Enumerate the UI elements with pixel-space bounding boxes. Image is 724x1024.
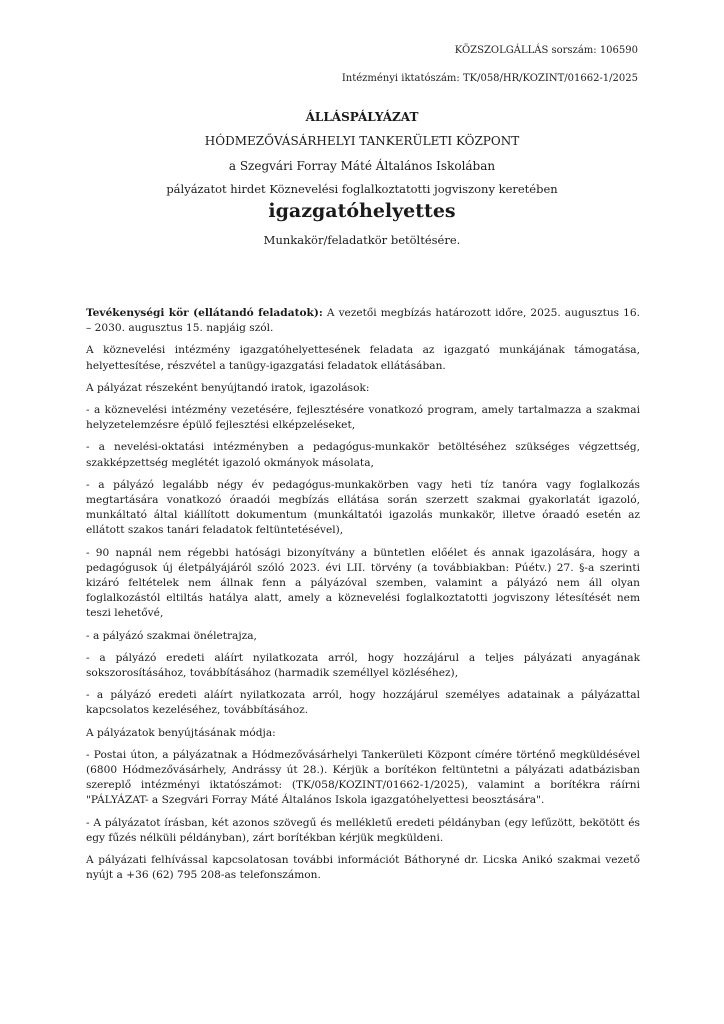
duties-label: Tevékenységi kör (ellátandó feladatok): (86, 307, 323, 319)
document-body (86, 306, 640, 891)
institution-reference: Intézményi iktatószám: TK/058/HR/KOZINT/01662-1/2025 (341, 73, 638, 84)
documents-intro: A pályázat részeként benyújtandó iratok, igazolások: (86, 381, 370, 394)
document-item: - a köznevelési intézmény vezetésére, fejlesztésére vonatkozó program, amely tartalmazza a szakmai helyzetelemzésre épülő fejlesztési elképzeléseket, (86, 404, 640, 432)
document-item: - a pályázó eredeti aláírt nyilatkozata arról, hogy hozzájárul a teljes pályázati anyagának sokszorosításához, továbbításához (harmadik személlyel közléséhez), (86, 651, 640, 680)
duties-text: A vezetői megbízás határozott időre, 2025. augusztus 16. – 2030. augusztus 15. napjáig szól. (86, 307, 640, 335)
position-title: igazgatóhelyettes (268, 200, 456, 222)
service-number: KÖZSZOLGÁLLÁS sorszám: 106590 (454, 45, 638, 56)
document-item: - 90 napnál nem régebbi hatósági bizonyítvány a büntetlen előélet és annak igazolására, hogy a pedagógusok új életpályájáról szóló 2023. évi LII. törvény (a továbbiakban: Púétv.) 27. §-a szerinti kizáró feltételek nem állnak fenn a pályázóval szemben, valamint a pályázó nem áll olyan foglalkozástól eltiltás hatálya alatt, amely a köznevelési foglalkoztatotti jogviszony létesítését nem teszi lehetővé, (86, 546, 640, 620)
submission-intro: A pályázatok benyújtásának módja: (86, 726, 276, 739)
document-item: - a pályázó legalább négy év pedagógus-munkakörben vagy heti tíz tanóra vagy foglalkozás megtartására vonatkozó óraadói megbízás ellátása során szerzett szakmai gyakorlatát igazoló, munkáltató által kiállított dokumentum (munkáltatói igazolás munkakör, illetve óraadó esetén az ellátott szakos tanári feladatok feltüntetésével), (86, 478, 640, 537)
document-item: - a pályázó eredeti aláírt nyilatkozata arról, hogy hozzájárul személyes adatainak a pályázattal kapcsolatos kezeléséhez, továbbításához. (86, 689, 640, 717)
document-item: - a nevelési-oktatási intézményben a pedagógus-munkakör betöltéséhez szükséges végzettség, szakképzettség meglétét igazoló okmányok másolata, (86, 441, 640, 469)
announcement-intro: pályázatot hirdet Köznevelési foglalkoztatotti jogviszony keretében (166, 182, 558, 196)
document-item: - a pályázó szakmai önéletrajza, (86, 629, 257, 642)
duties-description: A köznevelési intézmény igazgatóhelyettesének feladata az igazgató munkájának támogatása, helyettesítése, részvétel a tanügy-igazgatási feladatok ellátásában. (86, 344, 640, 372)
contact-paragraph: A pályázati felhívással kapcsolatosan további információt Báthoryné dr. Licska Anikó szakmai vezető nyújt a +36 (62) 795 208-as telefonszámon. (86, 854, 640, 882)
submission-item: - Postai úton, a pályázatnak a Hódmezővásárhelyi Tankerületi Központ címére történő megküldésével (6800 Hódmezővásárhely, Andrássy út 28.). Kérjük a borítékon feltüntetni a pályázati adatbázisban szereplő intézményi iktatószámot: (TK/058/KOZINT/01662-1/2025), valamint a borítékra ráírni "PÁLYÁZAT- a Szegvári Forray Máté Általános Iskola igazgatóhelyettesi beosztására". (86, 748, 640, 807)
duties-paragraph (86, 306, 640, 336)
submission-item: - A pályázatot írásban, két azonos szövegű és mellékletű eredeti példányban (egy lefűzött, bekötött és egy fűzés nélküli példányban), zárt borítékban kérjük megküldeni. (86, 816, 640, 844)
document-title: ÁLLÁSPÁLYÁZAT (305, 110, 419, 124)
position-subtitle: Munkakör/feladatkör betöltésére. (263, 233, 461, 247)
school-name: a Szegvári Forray Máté Általános Iskolában (228, 159, 496, 173)
organization-name: HÓDMEZŐVÁSÁRHELYI TANKERÜLETI KÖZPONT (204, 134, 520, 148)
